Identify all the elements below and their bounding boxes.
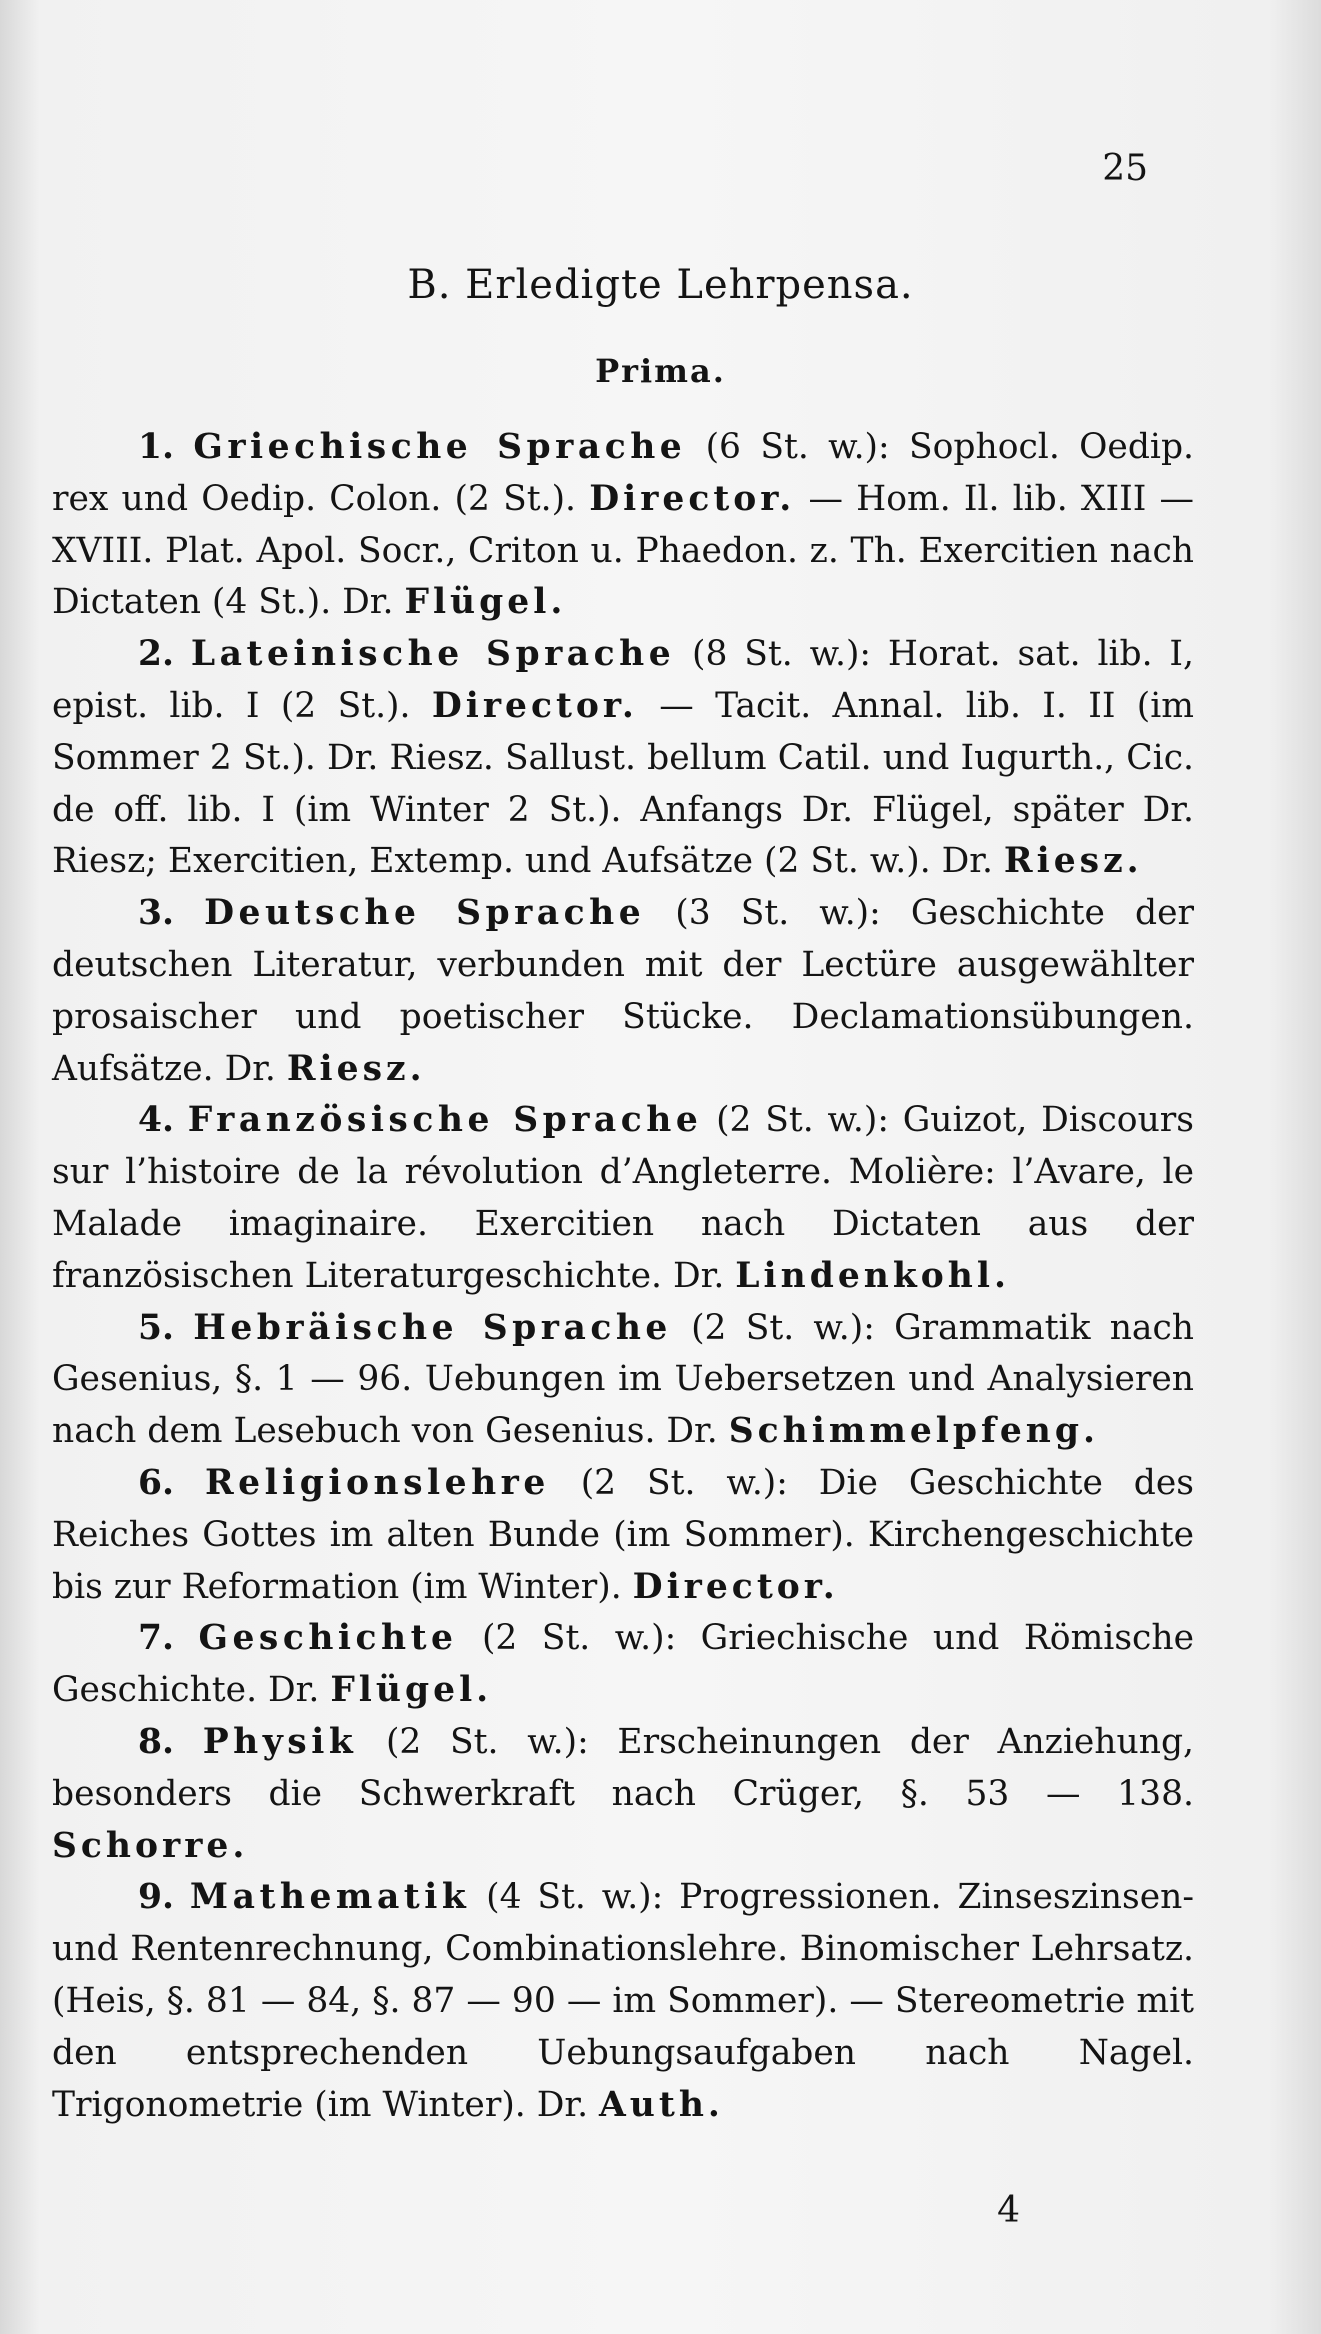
entry-teacher: Director. — [431, 685, 638, 726]
lesson-list — [52, 422, 1194, 2131]
signature-mark: 4 — [997, 2190, 1020, 2231]
entry-teacher: Schimmelpfeng. — [728, 1411, 1100, 1452]
entry-subject: Lateinische Sprache — [190, 634, 676, 675]
entry-geschichte — [52, 1613, 1194, 1717]
entry-subject: Mathematik — [189, 1877, 471, 1918]
entry-religionslehre — [52, 1458, 1194, 1613]
entry-teacher: Director. — [632, 1566, 839, 1607]
entry-text-continued: — Tacit. Annal. lib. I. II (im Sommer 2 St.). Dr. Riesz. Sallust. bellum Catil. und Iugurth., Cic. de off. lib. I (im Winter 2 St.). Anfangs Dr. Flügel, später Dr. Riesz; Exercitien, Extemp. und Aufsätze (2 St. w.). Dr. — [52, 685, 1194, 882]
entry-number: 7. — [138, 1618, 175, 1659]
entry-subject: Geschichte — [198, 1618, 458, 1659]
entry-teacher-2: Riesz. — [1003, 841, 1143, 882]
entry-teacher: Lindenkohl. — [735, 1255, 1010, 1296]
entry-subject: Religionslehre — [204, 1462, 550, 1503]
entry-text-continued: — Hom. Il. lib. XIII — XVIII. Plat. Apol. Socr., Criton u. Phaedon. z. Th. Exercitien nach Dictaten (4 St.). Dr. — [52, 478, 1194, 623]
entry-subject: Französische Sprache — [187, 1100, 703, 1141]
entry-subject: Physik — [202, 1721, 358, 1762]
entry-text: (8 St. w.): Horat. sat. lib. I, epist. lib. I (2 St.). — [52, 634, 1194, 726]
entry-subject: Griechische Sprache — [193, 427, 687, 467]
entry-teacher: Riesz. — [286, 1048, 426, 1089]
entry-text: (2 St. w.): Erscheinungen der Anziehung, besonders die Schwerkraft nach Crüger, §. 53 — 138. — [52, 1721, 1194, 1814]
class-heading: Prima. — [595, 352, 726, 390]
entry-franzoesisch — [52, 1095, 1194, 1302]
entry-text: (2 St. w.): Grammatik nach Gesenius, §. 1 — 96. Uebungen im Uebersetzen und Analysieren nach dem Lesebuch von Gesenius. Dr. — [52, 1307, 1195, 1452]
entry-teacher: Auth. — [599, 2084, 724, 2125]
entry-text: (2 St. w.): Griechische und Römische Geschichte. Dr. — [52, 1618, 1194, 1711]
page-number: 25 — [1102, 148, 1148, 189]
entry-subject: Hebräische Sprache — [193, 1307, 672, 1348]
entry-number: 6. — [138, 1462, 175, 1503]
entry-number: 9. — [138, 1877, 175, 1918]
entry-teacher: Schorre. — [52, 1825, 249, 1866]
entry-text: (4 St. w.): Progressionen. Zinseszinsen- und Rentenrechnung, Combinationslehre. Binomischer Lehrsatz. (Heis, §. 81 — 84, §. 87 — 90 — im Sommer). — Stereometrie mit den entsprechenden Uebungsaufgaben nach Nagel. Trigonometrie (im Winter). Dr. — [52, 1877, 1195, 2125]
entry-mathematik — [52, 1872, 1194, 2131]
entry-number: 4. — [138, 1100, 175, 1141]
entry-text: (2 St. w.): Guizot, Discours sur l’histoire de la révolution d’Angleterre. Molière: l’Avare, le Malade imaginaire. Exercitien nach Dictaten aus der französischen Literaturgeschichte. Dr. — [52, 1100, 1194, 1296]
entry-number: 3. — [138, 893, 175, 934]
entry-griechisch — [52, 422, 1194, 629]
entry-deutsch — [52, 888, 1194, 1095]
entry-teacher-2: Flügel. — [404, 582, 567, 623]
entry-text: (2 St. w.): Die Geschichte des Reiches Gottes im alten Bunde (im Sommer). Kirchengeschichte bis zur Reformation (im Winter). — [52, 1462, 1195, 1607]
entry-number: 5. — [138, 1307, 175, 1348]
entry-text: (6 St. w.): Sophocl. Oedip. rex und Oedip. Colon. (2 St.). — [52, 427, 1195, 519]
entry-latein — [52, 629, 1194, 888]
entry-number: 8. — [138, 1721, 175, 1762]
entry-number: 2. — [138, 634, 175, 675]
entry-physik — [52, 1717, 1194, 1872]
entry-teacher: Flügel. — [330, 1670, 493, 1711]
entry-teacher: Director. — [589, 478, 796, 519]
entry-number: 1. — [138, 427, 175, 467]
entry-hebraeisch — [52, 1303, 1194, 1458]
entry-subject: Deutsche Sprache — [204, 893, 646, 934]
section-heading: B. Erledigte Lehrpensa. — [407, 262, 914, 308]
entry-text: (3 St. w.): Geschichte der deutschen Literatur, verbunden mit der Lectüre ausgewählter prosaischer und poetischer Stücke. Declamationsübungen. Aufsätze. Dr. — [52, 893, 1194, 1089]
